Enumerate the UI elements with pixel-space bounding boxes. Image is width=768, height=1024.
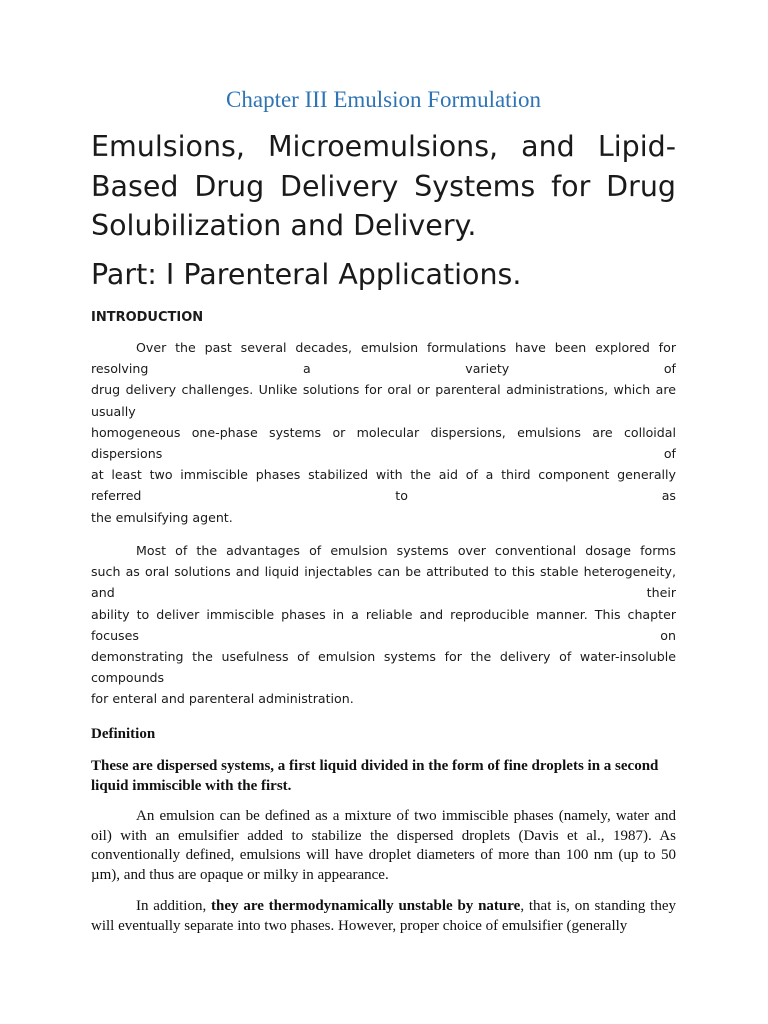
introduction-paragraph-2 bbox=[91, 540, 676, 710]
introduction-heading: INTRODUCTION bbox=[91, 310, 204, 325]
text-line: for enteral and parenteral administration. bbox=[91, 691, 354, 707]
paragraph-text-rest: , that is, on standing they will eventually separate into two phases. However, proper choice of emulsifier (generally bbox=[91, 898, 677, 934]
text-line: and their bbox=[91, 585, 676, 601]
text-line: the emulsifying agent. bbox=[91, 509, 233, 525]
definition-statement: These are dispersed systems, a first liquid divided in the form of fine droplets in a second liquid immiscible with the first. bbox=[91, 758, 659, 794]
text-line: demonstrating the usefulness of emulsion systems for the delivery of water-insoluble bbox=[91, 648, 676, 664]
text-line: compounds bbox=[91, 670, 165, 686]
text-line: at least two immiscible phases stabilized with the aid of a third component generally bbox=[91, 467, 676, 483]
text-line: Most of the advantages of emulsion systems over conventional dosage forms bbox=[136, 543, 676, 558]
main-title: Emulsions, Microemulsions, and Lipid-Based Drug Delivery Systems for Drug Solubilization and Delivery. bbox=[91, 130, 676, 242]
text-line: focuses on bbox=[91, 627, 676, 643]
text-line: Over the past several decades, emulsion formulations have been explored for bbox=[136, 340, 676, 355]
definition-paragraph-2 bbox=[91, 897, 676, 936]
text-line: usually bbox=[91, 403, 136, 419]
part-title: Part: I Parenteral Applications. bbox=[91, 258, 522, 291]
text-line: dispersions of bbox=[91, 445, 676, 461]
definition-paragraph-1 bbox=[91, 807, 676, 885]
text-line: referred to as bbox=[91, 488, 676, 504]
introduction-paragraph-1 bbox=[91, 337, 676, 528]
text-line: such as oral solutions and liquid injectables can be attributed to this stable heterogeneity, bbox=[91, 564, 676, 580]
paragraph-text-start: In addition, bbox=[136, 898, 212, 914]
text-line: drug delivery challenges. Unlike solutions for oral or parenteral administrations, which are bbox=[91, 382, 676, 398]
paragraph-text: An emulsion can be defined as a mixture of two immiscible phases (namely, water and oil) with an emulsifier added to stabilize the dispersed droplets (Davis et al., 1987). As conventionally defined, emulsions will have droplet diameters of more than 100 nm (up to 50 µm), and thus are opaque or milky in appearance. bbox=[91, 808, 676, 883]
text-line: resolving a variety of bbox=[91, 361, 676, 377]
emphasis-text: they are thermodynamically unstable by nature bbox=[211, 898, 521, 914]
text-line: homogeneous one-phase systems or molecular dispersions, emulsions are colloidal bbox=[91, 424, 676, 440]
text-line: ability to deliver immiscible phases in a reliable and reproducible manner. This chapter bbox=[91, 606, 676, 622]
definition-heading: Definition bbox=[91, 726, 156, 742]
chapter-title: Chapter III Emulsion Formulation bbox=[226, 87, 541, 112]
